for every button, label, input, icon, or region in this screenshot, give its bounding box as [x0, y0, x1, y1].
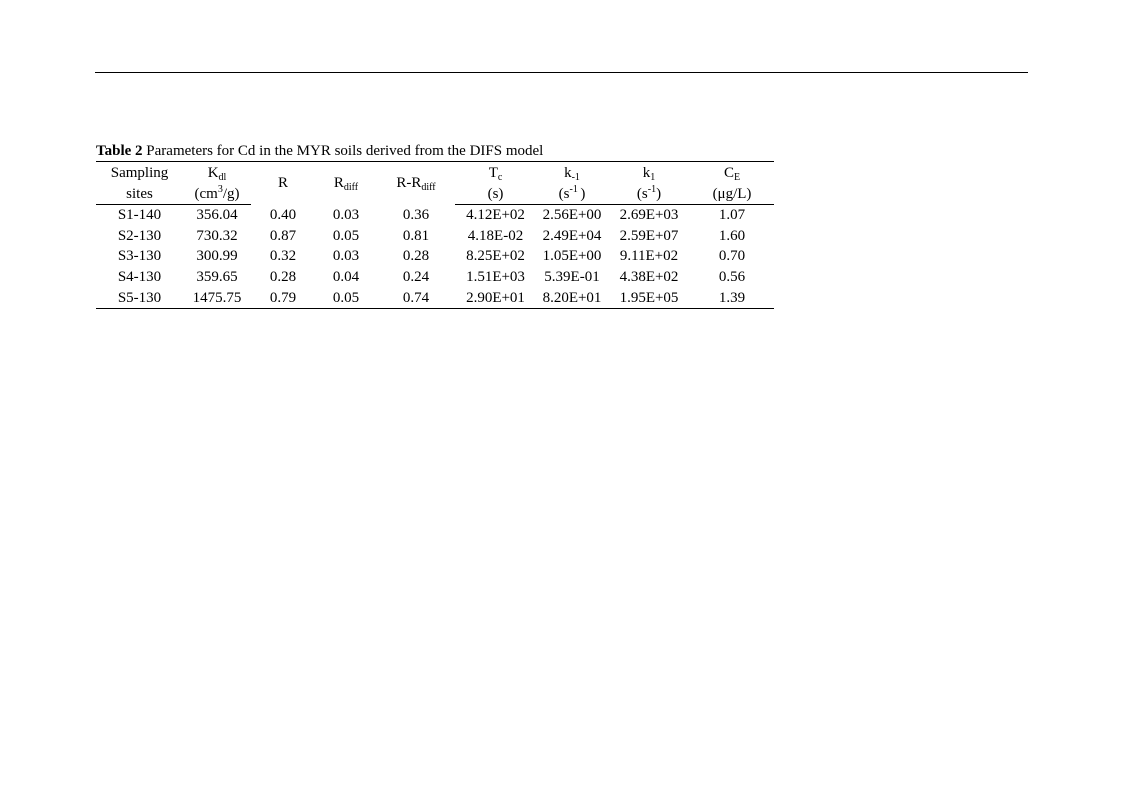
parameters-table	[96, 161, 774, 309]
header-kdl-base: K	[207, 164, 219, 181]
header-r-rdiff-sub: diff	[421, 182, 436, 194]
table-block	[96, 142, 774, 309]
header-rule	[95, 72, 1028, 73]
cell-k1: 4.38E+02	[619, 269, 679, 286]
cell-site: S3-130	[117, 248, 162, 265]
cell-k1: 2.59E+07	[619, 227, 679, 244]
header-k1-unit-sup: -1	[647, 183, 657, 195]
cell-ce: 1.07	[718, 207, 746, 224]
header-tc-base: T	[488, 164, 498, 181]
cell-kdl: 300.99	[196, 248, 238, 265]
header-r-rdiff-base: R-R	[396, 175, 422, 192]
table-row	[96, 226, 774, 247]
cell-k1: 2.69E+03	[619, 207, 679, 224]
cell-k-minus1: 2.49E+04	[542, 227, 602, 244]
cell-ce: 0.70	[718, 248, 746, 265]
cell-r: 0.32	[269, 248, 297, 265]
cell-kdl: 1475.75	[183, 287, 251, 308]
cell-r-rdiff: 0.81	[402, 227, 430, 244]
header-kdl-unit	[183, 183, 251, 205]
header-k-minus1-unit	[536, 183, 608, 205]
header-k-minus1-unit-pre: (s	[558, 185, 570, 202]
table-caption-label: Table 2	[96, 143, 143, 159]
table-row	[96, 287, 774, 308]
table-caption-text: Parameters for Cd in the MYR soils derived from the DIFS model	[142, 143, 544, 159]
cell-site: S5-130	[96, 287, 183, 308]
header-k-minus1-unit-post: )	[580, 185, 586, 202]
header-kdl-sub: dl	[218, 171, 227, 183]
cell-rdiff: 0.04	[332, 269, 360, 286]
header-ce	[690, 162, 774, 184]
cell-r: 0.40	[269, 207, 297, 224]
cell-r-rdiff: 0.28	[402, 248, 430, 265]
header-k1-unit-pre: (s	[636, 185, 648, 202]
cell-tc: 1.51E+03	[466, 269, 525, 286]
header-k1-unit	[608, 183, 690, 205]
header-k1	[608, 162, 690, 184]
header-kdl-unit-pre: (cm	[194, 185, 218, 202]
cell-r-rdiff: 0.74	[377, 287, 455, 308]
cell-r: 0.28	[269, 269, 297, 286]
header-k-minus1-base: k	[564, 164, 572, 181]
header-ce-base: C	[723, 164, 734, 181]
header-k-minus1	[536, 162, 608, 184]
cell-k1: 1.95E+05	[608, 287, 690, 308]
cell-ce: 1.39	[690, 287, 774, 308]
table-row	[96, 205, 774, 226]
cell-tc: 8.25E+02	[466, 248, 525, 265]
cell-r-rdiff: 0.36	[402, 207, 430, 224]
cell-kdl: 356.04	[196, 207, 238, 224]
cell-r-rdiff: 0.24	[402, 269, 430, 286]
header-row-1	[96, 162, 774, 184]
header-k1-unit-post: )	[656, 185, 662, 202]
cell-tc: 4.18E-02	[467, 227, 524, 244]
header-tc-unit: (s)	[455, 183, 536, 205]
header-sites-line2: sites	[96, 183, 183, 205]
header-tc	[455, 162, 536, 184]
cell-k-minus1: 2.56E+00	[542, 207, 602, 224]
table-caption	[96, 142, 774, 160]
cell-kdl: 359.65	[196, 269, 238, 286]
header-rdiff	[315, 162, 377, 205]
cell-r: 0.87	[269, 227, 297, 244]
cell-ce: 0.56	[718, 269, 746, 286]
cell-site: S2-130	[117, 227, 162, 244]
table-row	[96, 246, 774, 267]
cell-rdiff: 0.03	[332, 207, 360, 224]
header-rdiff-sub: diff	[343, 182, 359, 194]
header-ce-sub: E	[733, 171, 741, 183]
header-k-minus1-sub: -1	[571, 171, 580, 183]
header-kdl-unit-post: /g)	[222, 185, 240, 202]
header-kdl	[183, 162, 251, 184]
cell-ce: 1.60	[718, 227, 746, 244]
cell-k1: 9.11E+02	[619, 248, 679, 265]
cell-tc: 2.90E+01	[455, 287, 536, 308]
cell-k-minus1: 1.05E+00	[542, 248, 602, 265]
header-tc-sub: c	[497, 171, 503, 183]
header-sites-line1: Sampling	[110, 164, 169, 181]
cell-r: 0.79	[251, 287, 315, 308]
cell-k-minus1: 8.20E+01	[536, 287, 608, 308]
cell-tc: 4.12E+02	[466, 207, 525, 224]
cell-rdiff: 0.03	[332, 248, 360, 265]
cell-rdiff: 0.05	[332, 227, 360, 244]
header-k1-base: k	[642, 164, 651, 181]
cell-k-minus1: 5.39E-01	[544, 269, 600, 286]
table-row	[96, 267, 774, 288]
cell-site: S4-130	[117, 269, 162, 286]
cell-kdl: 730.32	[196, 227, 238, 244]
header-sites	[96, 162, 183, 184]
header-ce-unit: (μg/L)	[690, 183, 774, 205]
header-kdl-unit-sup: 3	[217, 183, 223, 195]
header-k-minus1-unit-sup: -1	[569, 183, 581, 195]
header-rdiff-base: R	[333, 175, 344, 192]
header-r: R	[251, 162, 315, 205]
header-r-rdiff	[377, 162, 455, 205]
header-k1-sub: 1	[650, 171, 656, 183]
cell-rdiff: 0.05	[315, 287, 377, 308]
cell-site: S1-140	[117, 207, 162, 224]
